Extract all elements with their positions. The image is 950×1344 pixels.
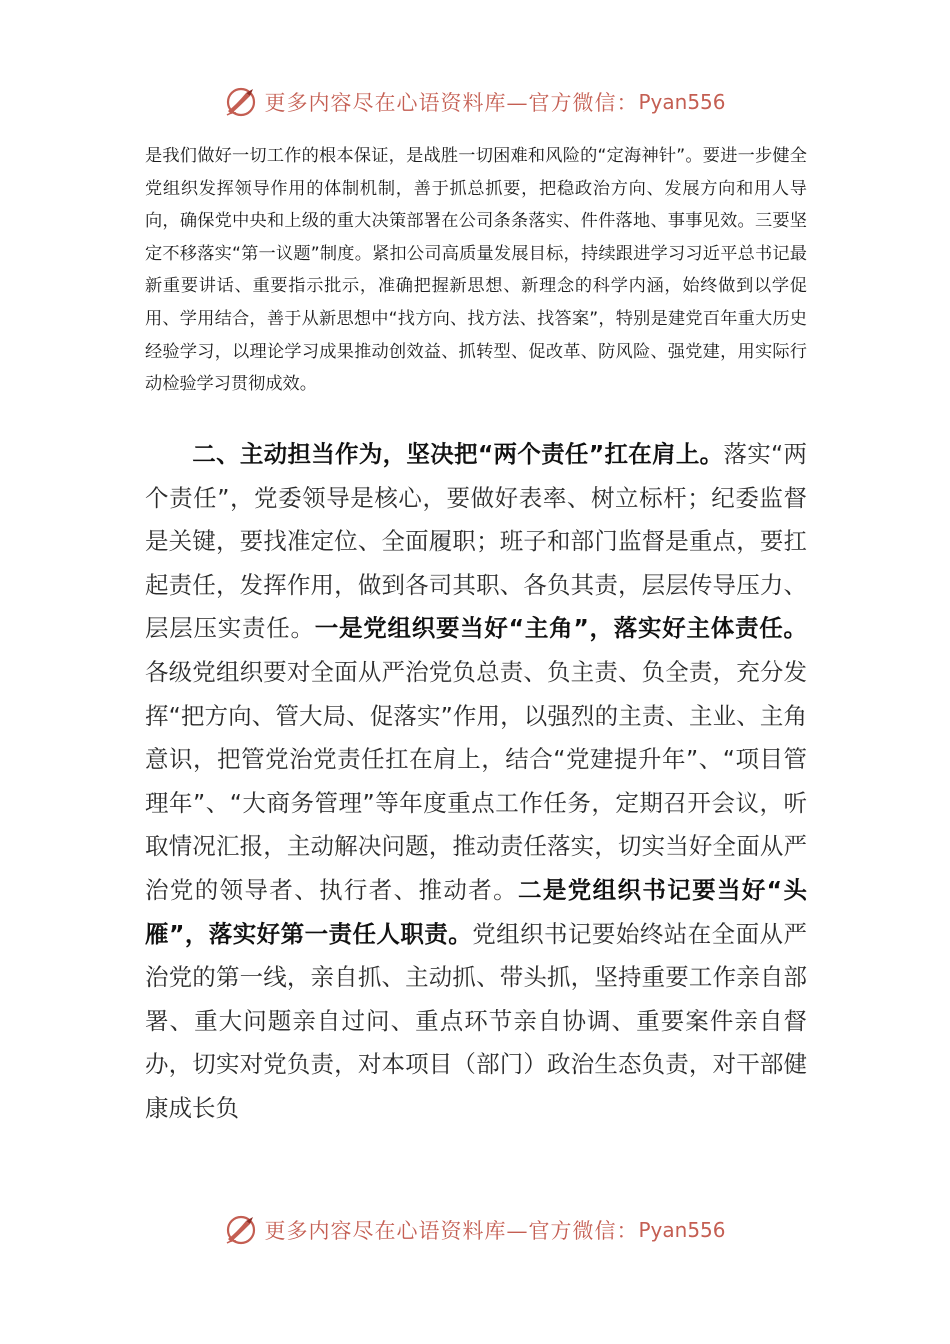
point-one-heading: 一是党组织要当好“主角”，落实好主体责任。 (314, 614, 808, 643)
footer-banner-text: 更多内容尽在心语资料库—官方微信： (264, 1219, 639, 1243)
point-one-text: 各级党组织要对全面从严治党负总责、负主责、负全责，充分发挥“把方向、管大局、促落实”作用，以强烈的主责、主业、主角意识，把管党治党责任扛在肩上，结合“党建提升年”、“项目管理年”、“大商务管理”等年度重点工作任务，定期召开会议，听取情况汇报，主动解决问题，推动责任落实，切实当好全面从严治党的领导者、执行者、推动者。 (145, 657, 807, 904)
point-two-text: 党组织书记要始终站在全面从严治党的第一线，亲自抓、主动抓、带头抓，坚持重要工作亲自部署、重大问题亲自过问、重点环节亲自协调、重要案件亲自督办，切实对党负责，对本项目（部门）政治生态负责，对干部健康成长负 (145, 919, 808, 1122)
footer-banner (0, 1210, 950, 1250)
header-banner (0, 82, 950, 122)
point-two-heading: 二是党组织书记要当好“头雁”，落实好第一责任人职责。 (145, 875, 807, 948)
section-two-intro: 落实“两个责任”，党委领导是核心，要做好表率、树立标杆；纪委监督是关键，要找准定位、全面履职；班子和部门监督是重点，要扛起责任，发挥作用，做到各司其职、各负其责，层层传导压力、层层压实责任。 (145, 440, 807, 643)
section-two-heading: 二、主动担当作为，坚决把“两个责任”扛在肩上。 (192, 440, 724, 468)
header-banner-text: 更多内容尽在心语资料库—官方微信： (264, 91, 639, 115)
section-two (145, 433, 807, 1131)
paragraph-continuation: 是我们做好一切工作的根本保证，是战胜一切困难和风险的“定海神针”。要进一步健全党组织发挥领导作用的体制机制，善于抓总抓要，把稳政治方向、发展方向和用人导向，确保党中央和上级的重大决策部署在公司条条落实、件件落地、事事见效。三要坚定不移落实“第一议题”制度。紧扣公司高质量发展目标，持续跟进学习习近平总书记最新重要讲话、重要指示批示，准确把握新思想、新理念的科学内涵，始终做到以学促用、学用结合，善于从新思想中“找方向、找方法、找答案”，特别是建党百年重大历史经验学习，以理论学习成果推动创效益、抓转型、促改革、防风险、强党建，用实际行动检验学习贯彻成效。 (145, 146, 807, 395)
header-wechat-id: Pyan556 (638, 90, 726, 114)
pen-logo-icon (224, 85, 258, 119)
footer-wechat-id: Pyan556 (638, 1218, 726, 1242)
pen-logo-icon (224, 1213, 258, 1247)
